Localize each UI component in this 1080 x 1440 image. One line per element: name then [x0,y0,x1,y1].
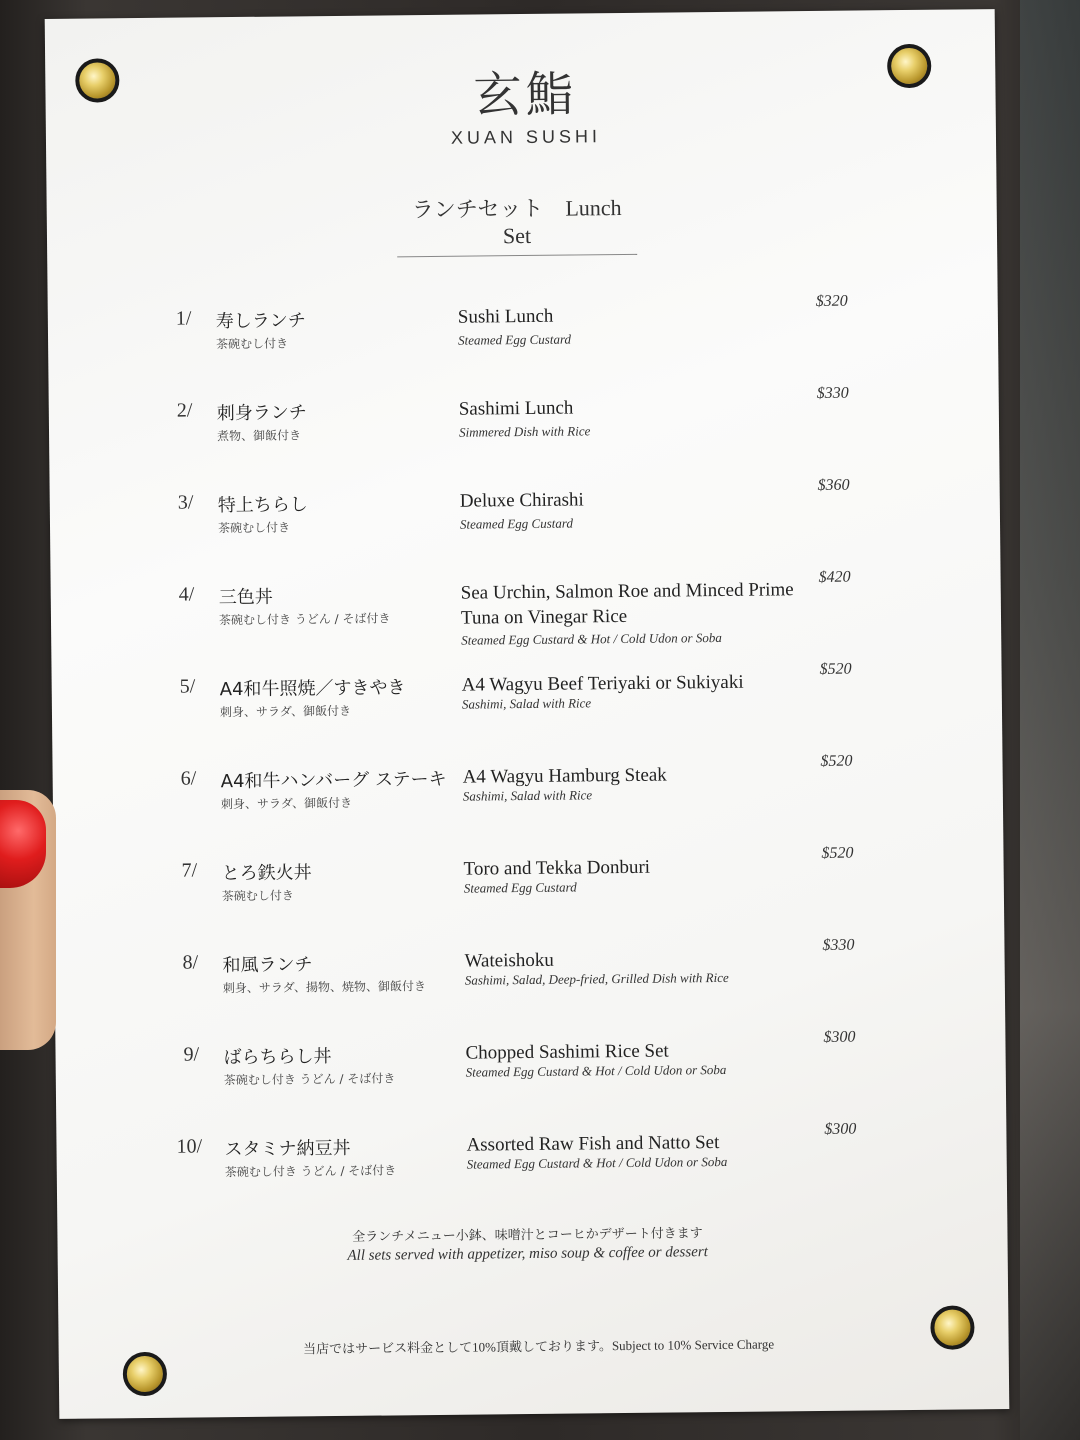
logo-name: XUAN SUSHI [450,126,602,148]
item-jp-name: 刺身ランチ [216,402,307,425]
item-jp-name: とろ鉄火丼 [221,862,312,885]
item-number: 1/ [175,307,192,330]
item-price: $300 [824,1120,857,1138]
item-price: $320 [815,292,848,310]
item-en-name: Wateishoku [464,949,554,972]
item-number: 3/ [177,491,194,514]
item-en-name: Sea Urchin, Salmon Roe and Minced Prime Tuna on Vinegar Rice [460,579,794,629]
item-jp-note: 刺身、サラダ、揚物、焼物、御飯付き [222,979,427,996]
item-jp-note: 茶碗むし付き うどん / そば付き [224,1163,397,1180]
item-en-note: Steamed Egg Custard & Hot / Cold Udon or Soba [461,629,722,648]
item-jp-note: 茶碗むし付き [216,336,289,352]
item-number: 5/ [179,675,196,698]
item-en-name: Deluxe Chirashi [459,489,584,512]
pin-top-right [887,44,931,88]
menu-item-5 [179,660,911,756]
item-price: $300 [823,1028,856,1046]
item-jp-name: A4和牛ハンバーグ ステーキ [220,768,447,793]
item-price: $330 [822,936,855,954]
item-number: 7/ [181,859,198,882]
item-en-note: Steamed Egg Custard [458,331,572,348]
item-en-name: A4 Wagyu Beef Teriyaki or Sukiyaki [461,671,744,696]
item-en-name: Assorted Raw Fish and Natto Set [466,1132,720,1156]
menu-item-7 [181,844,913,940]
pin-bottom-right [930,1305,974,1349]
menu-item-10 [176,1120,915,1216]
item-jp-note: 煮物、御飯付き [217,428,302,444]
footer-note-jp: 全ランチメニュー小鉢、味噌汁とコーヒかデザート付きます [352,1226,703,1245]
item-price: $330 [816,384,849,402]
item-price: $520 [819,660,852,678]
menu-item-2 [176,384,908,480]
item-en-note: Steamed Egg Custard [459,515,573,532]
item-jp-note: 刺身、サラダ、御飯付き [220,795,353,812]
item-jp-note: 刺身、サラダ、御飯付き [219,703,352,720]
menu-item-8 [182,936,913,1032]
background-scene [1020,0,1080,1440]
item-number: 2/ [176,399,193,422]
item-en-note: Sashimi, Salad, Deep-fried, Grilled Dish with Rice [464,969,729,988]
item-en-note: Steamed Egg Custard [463,879,577,896]
item-jp-name: A4和牛照焼／すきやき [219,677,406,701]
item-price: $520 [820,752,853,770]
pin-top-left [75,58,119,102]
menu-item-4 [178,568,910,664]
item-jp-name: 三色丼 [218,586,273,609]
item-number: 4/ [178,583,195,606]
menu-item-6 [180,752,912,848]
item-jp-note: 茶碗むし付き うどん / そば付き [218,611,391,628]
service-charge-note: 当店ではサービス料金として10%頂戴しております。Subject to 10% Service Charge [303,1336,775,1357]
item-number: 6/ [180,767,197,790]
item-en-note: Steamed Egg Custard & Hot / Cold Udon or Soba [466,1153,728,1172]
menu-item-3 [177,476,909,572]
menu-title: ランチセット Lunch Set [397,191,638,258]
item-en-note: Simmered Dish with Rice [458,423,591,440]
item-jp-name: スタミナ納豆丼 [224,1137,351,1161]
item-en-name: Sashimi Lunch [458,397,574,420]
item-en-note: Sashimi, Salad with Rice [462,787,593,804]
item-en-name: A4 Wagyu Hamburg Steak [462,764,667,788]
menu-sheet [45,9,1010,1419]
item-jp-name: 和風ランチ [222,954,313,977]
item-number: 8/ [182,951,199,974]
menu-item-9 [183,1028,914,1124]
item-en-name: Chopped Sashimi Rice Set [465,1040,669,1064]
item-jp-note: 茶碗むし付き [221,888,294,904]
item-en-name: Sushi Lunch [457,305,554,328]
item-price: $520 [821,844,854,862]
item-en-note: Steamed Egg Custard & Hot / Cold Udon or Soba [465,1061,727,1080]
item-number: 10/ [176,1135,203,1158]
footer-note-en: All sets served with appetizer, miso soup & coffee or dessert [347,1244,708,1264]
restaurant-logo [425,55,626,149]
item-jp-name: 寿しランチ [215,310,306,333]
menu-item-1 [175,292,907,388]
item-number: 9/ [183,1043,200,1066]
item-en-note: Sashimi, Salad with Rice [461,695,592,712]
logo-kanji: 玄鮨 [473,66,578,124]
item-en-name: Toro and Tekka Donburi [463,856,651,880]
item-jp-note: 茶碗むし付き [217,520,291,536]
item-jp-name: ばらちらし丼 [223,1046,332,1069]
item-jp-name: 特上ちらし [217,494,308,517]
item-price: $420 [818,568,851,586]
item-price: $360 [817,476,850,494]
item-jp-note: 茶碗むし付き うどん / そば付き [223,1071,396,1088]
pin-bottom-left [123,1352,167,1396]
